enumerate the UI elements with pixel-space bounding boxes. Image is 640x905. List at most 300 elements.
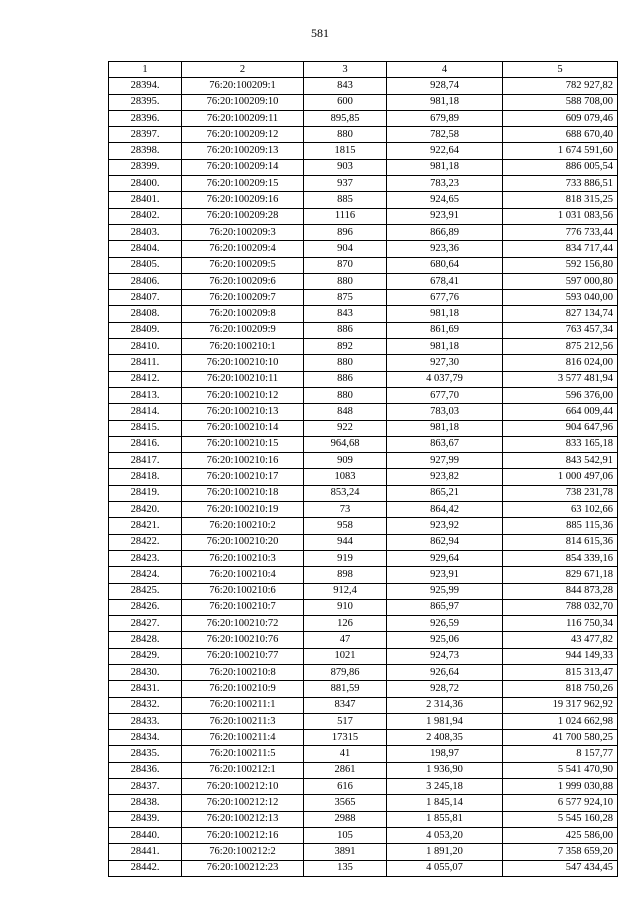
area-cell: 47 [304, 632, 387, 648]
specific-value-cell: 925,06 [387, 632, 503, 648]
row-number-cell: 28400. [109, 176, 182, 192]
row-number-cell: 28417. [109, 453, 182, 469]
specific-value-cell: 1 981,94 [387, 713, 503, 729]
cadastral-value-cell: 1 024 662,98 [503, 713, 618, 729]
table-row [109, 664, 618, 680]
area-cell: 1021 [304, 648, 387, 664]
column-header-1: 1 [109, 62, 182, 78]
table-row [109, 550, 618, 566]
cadastral-number-cell: 76:20:100209:13 [182, 143, 304, 159]
specific-value-cell: 922,64 [387, 143, 503, 159]
specific-value-cell: 782,58 [387, 127, 503, 143]
row-number-cell: 28402. [109, 208, 182, 224]
specific-value-cell: 924,73 [387, 648, 503, 664]
cadastral-number-cell: 76:20:100210:11 [182, 371, 304, 387]
specific-value-cell: 923,36 [387, 241, 503, 257]
cadastral-value-cell: 875 212,56 [503, 339, 618, 355]
cadastral-value-cell: 818 750,26 [503, 681, 618, 697]
row-number-cell: 28423. [109, 550, 182, 566]
specific-value-cell: 865,21 [387, 485, 503, 501]
cadastral-value-cell: 827 134,74 [503, 306, 618, 322]
table-row [109, 290, 618, 306]
area-cell: 105 [304, 827, 387, 843]
cadastral-number-cell: 76:20:100209:15 [182, 176, 304, 192]
row-number-cell: 28406. [109, 273, 182, 289]
area-cell: 880 [304, 127, 387, 143]
row-number-cell: 28432. [109, 697, 182, 713]
specific-value-cell: 981,18 [387, 159, 503, 175]
area-cell: 600 [304, 94, 387, 110]
area-cell: 944 [304, 534, 387, 550]
area-cell: 885 [304, 192, 387, 208]
cadastral-number-cell: 76:20:100209:10 [182, 94, 304, 110]
row-number-cell: 28438. [109, 795, 182, 811]
area-cell: 73 [304, 502, 387, 518]
table-row [109, 844, 618, 860]
cadastral-number-cell: 76:20:100210:10 [182, 355, 304, 371]
table-row [109, 648, 618, 664]
table-row [109, 224, 618, 240]
specific-value-cell: 927,99 [387, 453, 503, 469]
area-cell: 912,4 [304, 583, 387, 599]
specific-value-cell: 981,18 [387, 339, 503, 355]
table-row [109, 453, 618, 469]
cadastral-number-cell: 76:20:100209:7 [182, 290, 304, 306]
column-header-3: 3 [304, 62, 387, 78]
area-cell: 870 [304, 257, 387, 273]
specific-value-cell: 4 037,79 [387, 371, 503, 387]
specific-value-cell: 923,92 [387, 518, 503, 534]
specific-value-cell: 927,30 [387, 355, 503, 371]
specific-value-cell: 783,03 [387, 404, 503, 420]
cadastral-value-cell: 43 477,82 [503, 632, 618, 648]
specific-value-cell: 926,64 [387, 664, 503, 680]
cadastral-number-cell: 76:20:100210:6 [182, 583, 304, 599]
cadastral-number-cell: 76:20:100211:1 [182, 697, 304, 713]
specific-value-cell: 923,82 [387, 469, 503, 485]
row-number-cell: 28399. [109, 159, 182, 175]
row-number-cell: 28431. [109, 681, 182, 697]
cadastral-value-cell: 782 927,82 [503, 78, 618, 94]
column-header-4: 4 [387, 62, 503, 78]
cadastral-number-cell: 76:20:100210:19 [182, 502, 304, 518]
table-row [109, 339, 618, 355]
cadastral-value-cell: 597 000,80 [503, 273, 618, 289]
cadastral-value-cell: 3 577 481,94 [503, 371, 618, 387]
area-cell: 892 [304, 339, 387, 355]
row-number-cell: 28418. [109, 469, 182, 485]
specific-value-cell: 3 245,18 [387, 779, 503, 795]
cadastral-number-cell: 76:20:100209:16 [182, 192, 304, 208]
cadastral-number-cell: 76:20:100209:28 [182, 208, 304, 224]
specific-value-cell: 929,64 [387, 550, 503, 566]
table-row [109, 860, 618, 876]
table-row [109, 583, 618, 599]
specific-value-cell: 1 936,90 [387, 762, 503, 778]
row-number-cell: 28398. [109, 143, 182, 159]
cadastral-number-cell: 76:20:100209:8 [182, 306, 304, 322]
area-cell: 904 [304, 241, 387, 257]
specific-value-cell: 680,64 [387, 257, 503, 273]
column-header-5: 5 [503, 62, 618, 78]
row-number-cell: 28437. [109, 779, 182, 795]
table-row [109, 192, 618, 208]
area-cell: 886 [304, 322, 387, 338]
area-cell: 843 [304, 306, 387, 322]
cadastral-value-cell: 738 231,78 [503, 485, 618, 501]
row-number-cell: 28410. [109, 339, 182, 355]
cadastral-value-cell: 834 717,44 [503, 241, 618, 257]
area-cell: 958 [304, 518, 387, 534]
table-row [109, 779, 618, 795]
row-number-cell: 28419. [109, 485, 182, 501]
cadastral-number-cell: 76:20:100209:11 [182, 110, 304, 126]
row-number-cell: 28429. [109, 648, 182, 664]
area-cell: 126 [304, 616, 387, 632]
cadastral-value-cell: 1 031 083,56 [503, 208, 618, 224]
cadastral-number-cell: 76:20:100210:2 [182, 518, 304, 534]
area-cell: 880 [304, 387, 387, 403]
cadastral-value-cell: 7 358 659,20 [503, 844, 618, 860]
table-row [109, 127, 618, 143]
row-number-cell: 28421. [109, 518, 182, 534]
cadastral-value-cell: 843 542,91 [503, 453, 618, 469]
table-row [109, 616, 618, 632]
row-number-cell: 28408. [109, 306, 182, 322]
specific-value-cell: 2 408,35 [387, 730, 503, 746]
specific-value-cell: 928,74 [387, 78, 503, 94]
cadastral-number-cell: 76:20:100209:9 [182, 322, 304, 338]
row-number-cell: 28434. [109, 730, 182, 746]
row-number-cell: 28397. [109, 127, 182, 143]
cadastral-number-cell: 76:20:100210:77 [182, 648, 304, 664]
specific-value-cell: 861,69 [387, 322, 503, 338]
area-cell: 1083 [304, 469, 387, 485]
cadastral-value-cell: 818 315,25 [503, 192, 618, 208]
row-number-cell: 28395. [109, 94, 182, 110]
cadastral-value-cell: 688 670,40 [503, 127, 618, 143]
cadastral-value-cell: 425 586,00 [503, 827, 618, 843]
area-cell: 3565 [304, 795, 387, 811]
table-row [109, 811, 618, 827]
cadastral-number-cell: 76:20:100210:76 [182, 632, 304, 648]
area-cell: 937 [304, 176, 387, 192]
cadastral-number-cell: 76:20:100212:1 [182, 762, 304, 778]
cadastral-value-cell: 844 873,28 [503, 583, 618, 599]
table-row [109, 110, 618, 126]
cadastral-number-cell: 76:20:100211:5 [182, 746, 304, 762]
table-row [109, 485, 618, 501]
cadastral-number-cell: 76:20:100212:23 [182, 860, 304, 876]
cadastral-number-cell: 76:20:100210:18 [182, 485, 304, 501]
row-number-cell: 28420. [109, 502, 182, 518]
cadastral-number-cell: 76:20:100209:5 [182, 257, 304, 273]
cadastral-value-cell: 596 376,00 [503, 387, 618, 403]
row-number-cell: 28407. [109, 290, 182, 306]
specific-value-cell: 1 855,81 [387, 811, 503, 827]
cadastral-value-cell: 733 886,51 [503, 176, 618, 192]
row-number-cell: 28433. [109, 713, 182, 729]
area-cell: 875 [304, 290, 387, 306]
specific-value-cell: 678,41 [387, 273, 503, 289]
area-cell: 879,86 [304, 664, 387, 680]
area-cell: 3891 [304, 844, 387, 860]
cadastral-value-cell: 815 313,47 [503, 664, 618, 680]
area-cell: 616 [304, 779, 387, 795]
area-cell: 910 [304, 599, 387, 615]
area-cell: 909 [304, 453, 387, 469]
table-row [109, 436, 618, 452]
area-cell: 895,85 [304, 110, 387, 126]
table-row [109, 502, 618, 518]
row-number-cell: 28440. [109, 827, 182, 843]
row-number-cell: 28426. [109, 599, 182, 615]
area-cell: 922 [304, 420, 387, 436]
cadastral-value-cell: 829 671,18 [503, 567, 618, 583]
table-row [109, 567, 618, 583]
column-header-2: 2 [182, 62, 304, 78]
table-row [109, 599, 618, 615]
row-number-cell: 28409. [109, 322, 182, 338]
cadastral-value-cell: 5 541 470,90 [503, 762, 618, 778]
cadastral-number-cell: 76:20:100212:2 [182, 844, 304, 860]
cadastral-number-cell: 76:20:100210:1 [182, 339, 304, 355]
page-number: 581 [311, 26, 329, 40]
area-cell: 41 [304, 746, 387, 762]
table-row [109, 387, 618, 403]
row-number-cell: 28435. [109, 746, 182, 762]
row-number-cell: 28439. [109, 811, 182, 827]
table-row [109, 322, 618, 338]
cadastral-value-cell: 593 040,00 [503, 290, 618, 306]
cadastral-number-cell: 76:20:100210:20 [182, 534, 304, 550]
specific-value-cell: 679,89 [387, 110, 503, 126]
table-row [109, 795, 618, 811]
cadastral-number-cell: 76:20:100212:16 [182, 827, 304, 843]
area-cell: 903 [304, 159, 387, 175]
cadastral-number-cell: 76:20:100210:15 [182, 436, 304, 452]
cadastral-number-cell: 76:20:100210:7 [182, 599, 304, 615]
area-cell: 880 [304, 355, 387, 371]
cadastral-value-table [108, 61, 618, 877]
table-row [109, 420, 618, 436]
cadastral-value-cell: 788 032,70 [503, 599, 618, 615]
table-row [109, 143, 618, 159]
cadastral-number-cell: 76:20:100212:10 [182, 779, 304, 795]
specific-value-cell: 865,97 [387, 599, 503, 615]
specific-value-cell: 677,76 [387, 290, 503, 306]
specific-value-cell: 862,94 [387, 534, 503, 550]
table-row [109, 713, 618, 729]
cadastral-number-cell: 76:20:100209:12 [182, 127, 304, 143]
specific-value-cell: 1 845,14 [387, 795, 503, 811]
specific-value-cell: 923,91 [387, 567, 503, 583]
area-cell: 964,68 [304, 436, 387, 452]
specific-value-cell: 2 314,36 [387, 697, 503, 713]
table-body [109, 78, 618, 877]
specific-value-cell: 4 053,20 [387, 827, 503, 843]
row-number-cell: 28405. [109, 257, 182, 273]
cadastral-number-cell: 76:20:100210:3 [182, 550, 304, 566]
cadastral-value-cell: 886 005,54 [503, 159, 618, 175]
cadastral-number-cell: 76:20:100211:3 [182, 713, 304, 729]
row-number-cell: 28415. [109, 420, 182, 436]
area-cell: 919 [304, 550, 387, 566]
table-row [109, 827, 618, 843]
row-number-cell: 28412. [109, 371, 182, 387]
cadastral-value-cell: 63 102,66 [503, 502, 618, 518]
cadastral-value-cell: 41 700 580,25 [503, 730, 618, 746]
table-row [109, 355, 618, 371]
row-number-cell: 28430. [109, 664, 182, 680]
cadastral-number-cell: 76:20:100210:8 [182, 664, 304, 680]
cadastral-value-cell: 6 577 924,10 [503, 795, 618, 811]
row-number-cell: 28442. [109, 860, 182, 876]
cadastral-value-cell: 116 750,34 [503, 616, 618, 632]
table-row [109, 681, 618, 697]
row-number-cell: 28401. [109, 192, 182, 208]
cadastral-value-cell: 1 000 497,06 [503, 469, 618, 485]
cadastral-value-cell: 547 434,45 [503, 860, 618, 876]
cadastral-value-cell: 944 149,33 [503, 648, 618, 664]
area-cell: 896 [304, 224, 387, 240]
cadastral-value-cell: 904 647,96 [503, 420, 618, 436]
area-cell: 881,59 [304, 681, 387, 697]
table-row [109, 94, 618, 110]
table-row [109, 632, 618, 648]
cadastral-value-cell: 816 024,00 [503, 355, 618, 371]
specific-value-cell: 981,18 [387, 306, 503, 322]
area-cell: 1116 [304, 208, 387, 224]
cadastral-number-cell: 76:20:100209:14 [182, 159, 304, 175]
cadastral-value-cell: 833 165,18 [503, 436, 618, 452]
area-cell: 1815 [304, 143, 387, 159]
specific-value-cell: 923,91 [387, 208, 503, 224]
cadastral-value-cell: 1 674 591,60 [503, 143, 618, 159]
specific-value-cell: 981,18 [387, 94, 503, 110]
row-number-cell: 28403. [109, 224, 182, 240]
cadastral-number-cell: 76:20:100209:4 [182, 241, 304, 257]
table-row [109, 176, 618, 192]
row-number-cell: 28416. [109, 436, 182, 452]
specific-value-cell: 1 891,20 [387, 844, 503, 860]
specific-value-cell: 926,59 [387, 616, 503, 632]
cadastral-number-cell: 76:20:100209:3 [182, 224, 304, 240]
specific-value-cell: 924,65 [387, 192, 503, 208]
cadastral-value-cell: 588 708,00 [503, 94, 618, 110]
area-cell: 2861 [304, 762, 387, 778]
area-cell: 880 [304, 273, 387, 289]
area-cell: 898 [304, 567, 387, 583]
table-row [109, 208, 618, 224]
cadastral-number-cell: 76:20:100210:14 [182, 420, 304, 436]
cadastral-number-cell: 76:20:100210:9 [182, 681, 304, 697]
table-row [109, 518, 618, 534]
cadastral-number-cell: 76:20:100210:17 [182, 469, 304, 485]
table-row [109, 762, 618, 778]
table-row [109, 241, 618, 257]
cadastral-value-cell: 763 457,34 [503, 322, 618, 338]
row-number-cell: 28422. [109, 534, 182, 550]
cadastral-value-cell: 5 545 160,28 [503, 811, 618, 827]
cadastral-value-cell: 8 157,77 [503, 746, 618, 762]
row-number-cell: 28436. [109, 762, 182, 778]
cadastral-value-cell: 19 317 962,92 [503, 697, 618, 713]
specific-value-cell: 4 055,07 [387, 860, 503, 876]
cadastral-value-cell: 814 615,36 [503, 534, 618, 550]
specific-value-cell: 783,23 [387, 176, 503, 192]
specific-value-cell: 864,42 [387, 502, 503, 518]
table-row [109, 306, 618, 322]
cadastral-number-cell: 76:20:100210:12 [182, 387, 304, 403]
table-row [109, 273, 618, 289]
cadastral-number-cell: 76:20:100212:13 [182, 811, 304, 827]
row-number-cell: 28428. [109, 632, 182, 648]
cadastral-number-cell: 76:20:100211:4 [182, 730, 304, 746]
table-row [109, 697, 618, 713]
specific-value-cell: 928,72 [387, 681, 503, 697]
table-row [109, 78, 618, 94]
cadastral-value-cell: 854 339,16 [503, 550, 618, 566]
row-number-cell: 28396. [109, 110, 182, 126]
row-number-cell: 28414. [109, 404, 182, 420]
row-number-cell: 28413. [109, 387, 182, 403]
area-cell: 853,24 [304, 485, 387, 501]
row-number-cell: 28394. [109, 78, 182, 94]
area-cell: 8347 [304, 697, 387, 713]
cadastral-value-cell: 885 115,36 [503, 518, 618, 534]
area-cell: 848 [304, 404, 387, 420]
table-row [109, 469, 618, 485]
table-row [109, 404, 618, 420]
table-row [109, 730, 618, 746]
cadastral-number-cell: 76:20:100212:12 [182, 795, 304, 811]
row-number-cell: 28441. [109, 844, 182, 860]
area-cell: 517 [304, 713, 387, 729]
cadastral-value-cell: 609 079,46 [503, 110, 618, 126]
specific-value-cell: 677,70 [387, 387, 503, 403]
cadastral-number-cell: 76:20:100210:72 [182, 616, 304, 632]
area-cell: 843 [304, 78, 387, 94]
specific-value-cell: 981,18 [387, 420, 503, 436]
area-cell: 135 [304, 860, 387, 876]
table-row [109, 746, 618, 762]
cadastral-value-cell: 776 733,44 [503, 224, 618, 240]
specific-value-cell: 866,89 [387, 224, 503, 240]
cadastral-number-cell: 76:20:100210:4 [182, 567, 304, 583]
table-row [109, 371, 618, 387]
table-row [109, 534, 618, 550]
area-cell: 886 [304, 371, 387, 387]
cadastral-value-cell: 664 009,44 [503, 404, 618, 420]
cadastral-number-cell: 76:20:100209:1 [182, 78, 304, 94]
area-cell: 2988 [304, 811, 387, 827]
specific-value-cell: 198,97 [387, 746, 503, 762]
row-number-cell: 28404. [109, 241, 182, 257]
row-number-cell: 28427. [109, 616, 182, 632]
cadastral-number-cell: 76:20:100210:13 [182, 404, 304, 420]
table-row [109, 257, 618, 273]
table-header-row [109, 62, 618, 78]
cadastral-number-cell: 76:20:100210:16 [182, 453, 304, 469]
specific-value-cell: 925,99 [387, 583, 503, 599]
cadastral-number-cell: 76:20:100209:6 [182, 273, 304, 289]
specific-value-cell: 863,67 [387, 436, 503, 452]
row-number-cell: 28424. [109, 567, 182, 583]
area-cell: 17315 [304, 730, 387, 746]
cadastral-value-cell: 592 156,80 [503, 257, 618, 273]
cadastral-value-cell: 1 999 030,88 [503, 779, 618, 795]
